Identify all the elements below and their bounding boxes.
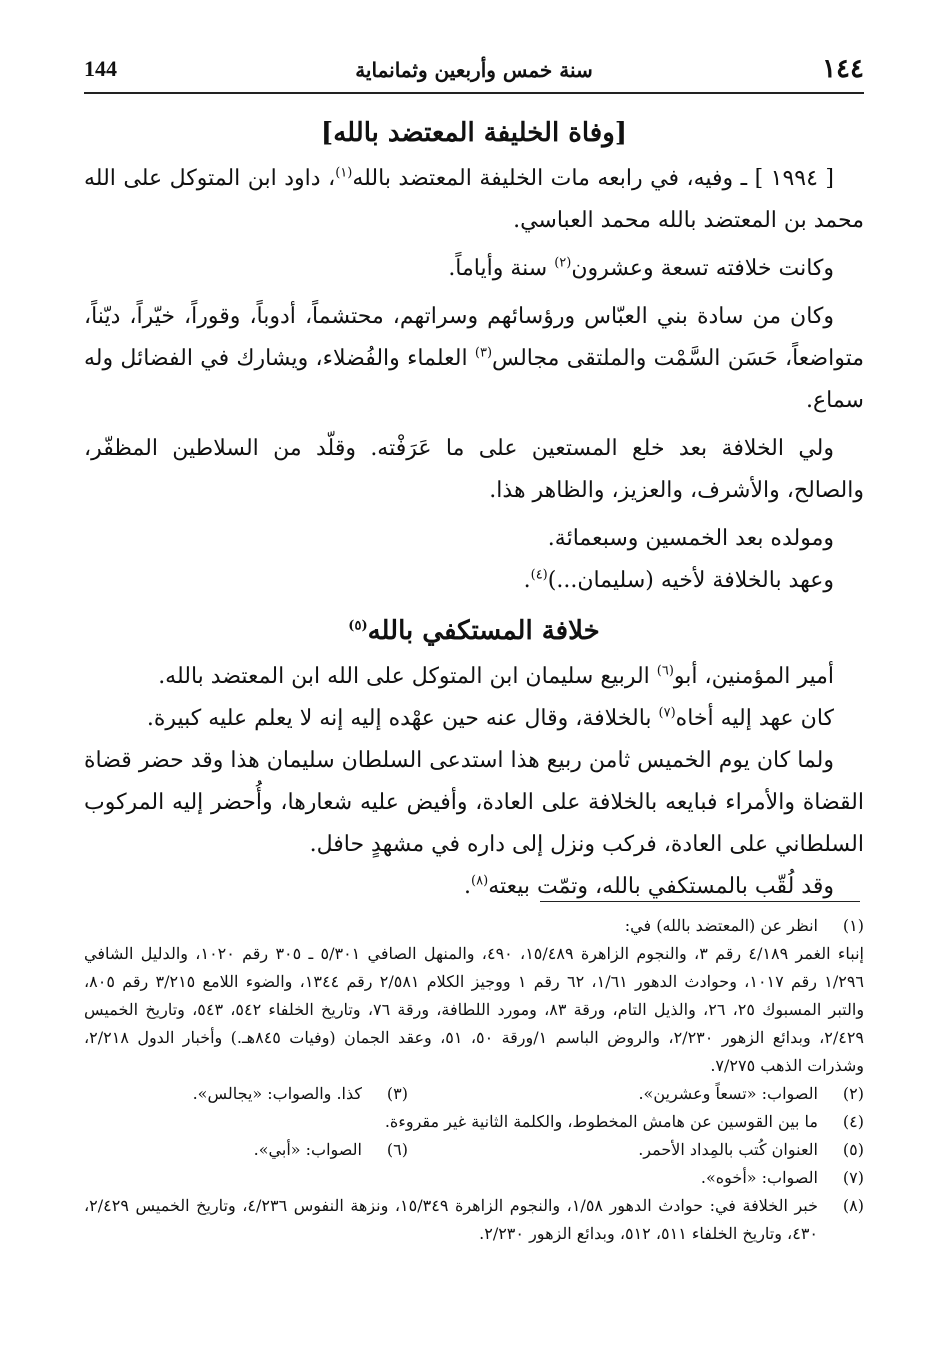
paragraph (84, 248, 864, 290)
paragraph-text: ـ وفيه، في رابعه مات الخليفة المعتضد بالله (352, 166, 755, 191)
paragraph-text: وقد لُقّب بالمستكفي بالله، وتمّت بيعته (488, 874, 834, 899)
footnote-number: (٣) (386, 1084, 408, 1103)
footnote-ref: (٣) (474, 345, 493, 361)
footnote-text: كذا. والصواب: «يجالس». (192, 1084, 362, 1103)
paragraph (84, 560, 864, 602)
paragraph: ولما كان يوم الخميس ثامن ربيع هذا استدعى السلطان سليمان هذا وقد حضر قضاة القضاة والأمراء فبايعه بالخلافة على العادة، وأفيض عليه شعارها، وأُحضر إليه المركوب السلطاني على العادة، فركب ونزل إلى داره في مشهدٍ حافل. (84, 748, 864, 857)
paragraph-entry-1994 (84, 158, 864, 242)
footnote-ref: (٥) (348, 618, 368, 634)
footnote-text: ما بين القوسين عن هامش المخطوط، والكلمة الثانية غير مقروءة. (384, 1112, 818, 1131)
paragraph-text: وكانت خلافته تسعة وعشرون (571, 256, 834, 281)
footnote-text: خبر الخلافة في: حوادث الدهور ١/٥٨، والنجوم الزاهرة ١٥/٣٤٩، ونزهة النفوس ٤/٢٣٦، وتاريخ الخميس ٢/٤٢٩، ٤٣٠، وتاريخ الخلفاء ٥١١، ٥١٢، وبدائع الزهور ٢/٢٣٠. (84, 1196, 818, 1243)
paragraph-text: ، داود ابن المتوكل على الله محمد بن المعتضد بالله محمد العباسي. (84, 166, 864, 233)
footnote-text: الصواب: «أخوه». (700, 1168, 818, 1187)
footnote-7 (84, 1164, 864, 1192)
footnote-1 (84, 912, 864, 940)
paragraph-text: سنة وأياماً. (448, 256, 555, 281)
footnote-number: (٧) (842, 1168, 864, 1187)
footnote-row (84, 1080, 864, 1108)
footnote-number: (٤) (842, 1112, 864, 1131)
footnotes (84, 912, 864, 1248)
paragraph (84, 698, 864, 740)
entry-number: [ ١٩٩٤ ] (754, 166, 834, 191)
main-text (84, 108, 864, 908)
footnote-text: الصواب: «أبي». (253, 1140, 362, 1159)
footnote-ref: (٧) (658, 705, 676, 721)
footnote-6 (254, 1136, 408, 1164)
paragraph: ولي الخلافة بعد خلع المستعين على ما عَرَفْته. وقلّد من السلاطين المظفّر، والصالح، والأشرف، والعزيز، والظاهر هذا. (84, 436, 864, 503)
footnote-row (84, 1136, 864, 1164)
paragraph-text: الربيع سليمان ابن المتوكل على الله ابن المعتضد بالله. (158, 664, 657, 689)
footnote-ref: (٢) (554, 255, 572, 271)
section-title: [وفاة الخليفة المعتضد بالله] (320, 118, 628, 148)
paragraph-text: . (464, 874, 472, 899)
footnote-number: (٦) (386, 1140, 408, 1159)
page-number-arabic: ١٤٤ (822, 54, 864, 84)
section-title (84, 606, 864, 656)
footnote-1-sources: إنباء الغمر ٤/١٨٩ رقم ٣، والنجوم الزاهرة ١٥/٤٨٩، ٤٩٠، والمنهل الصافي ٥/٣٠١ ـ ٣٠٥ رقم ١٠٢٠، والدليل الشافي ١/٢٩٦ رقم ١٠١٧، وحوادث الدهور ١/٦١، ٦٢ رقم ١ ووجيز الكلام ٢/٥٨١ رقم ١٣٤٤، والضوء اللامع ٣/٢١٥ رقم ٨٠٥، والتبر المسبوك ٢٥، ٢٦، والذيل التام، ورقة ٨٣، ومورد اللطافة، ورقة ٧٦، وتاريخ الخلفاء ٥٤٢، ٥٤٣، وتاريخ الخميس ٢/٤٢٩، وبدائع الزهور ٢/٢٣٠، والروض الباسم ١/ورقة ٥٠، ٥١، وعقد الجمان (وفيات ٨٤٥هـ.) وأخبار الدول ٢/٢١٨، وشذرات الذهب ٧/٢٧٥. (84, 944, 865, 1075)
footnote-text: الصواب: «تسعاً وعشرين». (638, 1084, 818, 1103)
paragraph (84, 656, 864, 698)
paragraph (84, 296, 864, 422)
paragraph-text: كان عهد إليه أخاه (675, 706, 834, 731)
paragraph-text: . (523, 568, 531, 593)
page-number-latin: 144 (84, 56, 117, 81)
footnote-number: (٨) (842, 1196, 864, 1215)
footnote-2 (408, 1080, 864, 1108)
footnote-4 (84, 1108, 864, 1136)
footnote-ref: (٤) (530, 567, 548, 583)
section-title-text: خلافة المستكفي بالله (367, 616, 600, 646)
footnote-number: (١) (842, 916, 864, 935)
running-header (84, 52, 864, 94)
footnote-3 (193, 1080, 408, 1108)
footnote-intro: انظر عن (المعتضد بالله) في: (624, 916, 818, 935)
running-title: سنة خمس وأربعين وثمانماية (355, 58, 593, 82)
footnote-number: (٢) (842, 1084, 864, 1103)
footnote-8 (84, 1192, 864, 1248)
footnote-number: (٥) (842, 1140, 864, 1159)
paragraph-text: العلماء والفُضلاء، ويشارك في الفضائل وله سماع. (84, 346, 864, 413)
footnote-divider (540, 901, 860, 902)
footnote-text: العنوان كُتب بالمِداد الأحمر. (638, 1140, 818, 1159)
footnote-5 (408, 1136, 864, 1164)
footnote-ref: (٦) (656, 663, 674, 679)
paragraph-text: بالخلافة، وقال عنه حين عهْده إليه إنه لا يعلم عليه كبيرة. (146, 706, 659, 731)
paragraph: ومولده بعد الخمسين وسبعمائة. (547, 526, 834, 551)
footnote-ref: (١) (335, 165, 353, 181)
paragraph-text: وعهد بالخلافة لأخيه (سليمان...) (547, 568, 834, 593)
footnote-ref: (٨) (471, 873, 489, 889)
paragraph-text: أمير المؤمنين، أبو (673, 664, 834, 689)
paragraph-text: وكان من سادة بني العبّاس ورؤسائهم وسراتهم، محتشماً، أدوباً، وقوراً، خيّراً، ديّناً، متواضعاً، حَسَن السَّمْت والملتقى مجالس (84, 304, 864, 371)
